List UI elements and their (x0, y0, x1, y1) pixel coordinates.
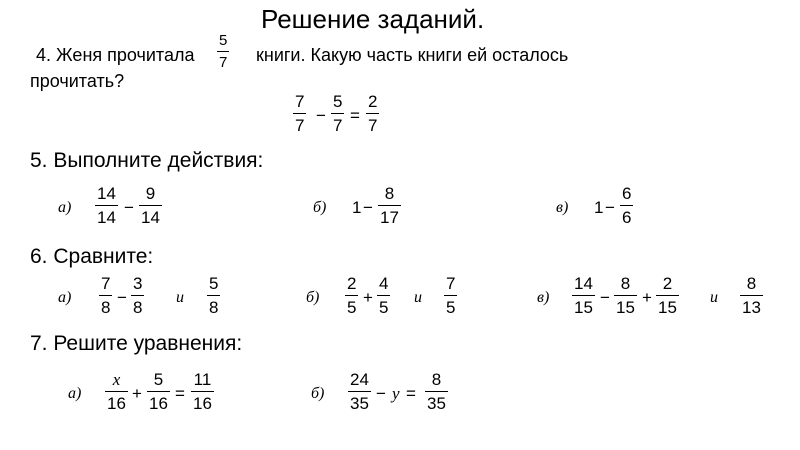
fraction-denominator: 5 (379, 298, 389, 317)
task7-b-variable: y (392, 384, 400, 403)
task6-c-fraction-1 (572, 275, 595, 316)
task6-a-and: и (176, 289, 184, 306)
task6-heading: 6. Сравните: (30, 245, 154, 268)
task6-c-plus: + (642, 288, 652, 307)
fraction-denominator: 7 (368, 116, 378, 135)
fraction-numerator: 14 (97, 184, 116, 203)
task6-b-label: б) (306, 289, 320, 306)
fraction-numerator: 5 (333, 92, 343, 111)
task6-a-fraction-3 (207, 275, 220, 316)
fraction-denominator: 35 (350, 394, 369, 413)
task7-a-fraction-2 (147, 371, 170, 412)
fraction-denominator: 14 (97, 208, 116, 227)
fraction-numerator: 5 (153, 370, 164, 389)
fraction-denominator: 7 (333, 116, 343, 135)
fraction-numerator: 2 (662, 274, 673, 293)
fraction-denominator: 7 (219, 54, 228, 71)
fraction-denominator: 35 (427, 394, 446, 413)
fraction-numerator: 9 (145, 184, 156, 203)
task4-equals: = (350, 106, 360, 125)
fraction-denominator: 5 (446, 298, 456, 317)
task6-c-fraction-2 (614, 275, 637, 316)
task7-heading: 7. Решите уравнения: (30, 332, 243, 355)
fraction-numerator: 4 (379, 274, 389, 293)
task4-inline-fraction (217, 33, 229, 70)
task5-heading: 5. Выполните действия: (30, 149, 264, 172)
task6-c-label: в) (537, 289, 550, 306)
task6-a-fraction-1 (99, 275, 112, 316)
task4-number: 4. (36, 45, 52, 65)
task5-c-minus: − (605, 198, 615, 217)
task5-c-fraction (620, 185, 633, 226)
fraction-denominator: 7 (295, 116, 305, 135)
task4-solution-fraction-3 (366, 93, 379, 134)
fraction-numerator: 5 (219, 32, 228, 49)
task5-a-minus: − (124, 198, 134, 217)
fraction-numerator: 7 (446, 274, 456, 293)
task7-b-equals: = (406, 384, 416, 403)
task4-minus: − (316, 106, 326, 125)
task4-solution-fraction-1 (293, 93, 306, 134)
fraction-denominator: 8 (101, 298, 111, 317)
fraction-numerator: 2 (368, 92, 378, 111)
fraction-denominator: 15 (658, 298, 677, 317)
task7-a-label: а) (68, 385, 82, 402)
fraction-numerator: 14 (574, 274, 593, 293)
task6-b-and: и (414, 289, 422, 306)
fraction-numerator: 7 (101, 274, 111, 293)
task5-b-fraction (378, 185, 401, 226)
fraction-denominator: 17 (380, 208, 399, 227)
task5-a-fraction-1 (95, 185, 118, 226)
task6-b-fraction-3 (444, 275, 457, 316)
task6-c-fraction-3 (656, 275, 679, 316)
fraction-denominator: 16 (193, 394, 212, 413)
task4-line1 (36, 45, 195, 66)
fraction-denominator: 8 (209, 298, 219, 317)
task7-a-fraction-1 (105, 371, 128, 412)
task6-b-fraction-1 (345, 275, 358, 316)
task7-b-minus: − (376, 384, 386, 403)
fraction-numerator: 2 (347, 274, 357, 293)
fraction-numerator: 6 (622, 184, 632, 203)
task7-a-equals: = (175, 384, 185, 403)
task5-c-label: в) (556, 199, 569, 216)
task4-solution-fraction-2 (331, 93, 344, 134)
task4-text-before: Женя прочитала (56, 45, 195, 65)
task6-c-fraction-4 (740, 275, 763, 316)
task6-b-fraction-2 (377, 275, 390, 316)
task7-a-fraction-3 (191, 371, 214, 412)
fraction-numerator: 7 (295, 92, 305, 111)
task5-b-whole: 1 (352, 198, 362, 217)
task5-b-label: б) (313, 199, 327, 216)
fraction-denominator: 16 (149, 394, 168, 413)
fraction-numerator: 5 (209, 274, 219, 293)
task5-b-minus: − (363, 198, 373, 217)
task4-text-after: книги. Какую часть книги ей осталось (256, 45, 569, 65)
fraction-denominator: 15 (616, 298, 635, 317)
fraction-numerator: 24 (350, 370, 369, 389)
fraction-denominator: 14 (141, 208, 160, 227)
task5-a-label: а) (58, 199, 72, 216)
fraction-numerator: 3 (133, 274, 143, 293)
task6-a-fraction-2 (131, 275, 144, 316)
fraction-numerator: 8 (746, 274, 757, 293)
fraction-denominator: 16 (107, 394, 126, 413)
fraction-denominator: 15 (574, 298, 593, 317)
task5-a-fraction-2 (139, 185, 162, 226)
task6-c-and: и (710, 289, 718, 306)
fraction-numerator: 8 (384, 184, 395, 203)
fraction-numerator: x (112, 370, 121, 389)
fraction-denominator: 6 (622, 208, 632, 227)
fraction-numerator: 8 (431, 370, 442, 389)
task7-b-label: б) (311, 385, 325, 402)
task7-b-fraction-2 (425, 371, 448, 412)
fraction-denominator: 8 (133, 298, 143, 317)
task6-b-plus: + (363, 288, 373, 307)
fraction-denominator: 13 (742, 298, 761, 317)
page-title: Решение заданий. (261, 4, 485, 34)
fraction-denominator: 5 (347, 298, 357, 317)
task6-c-minus: − (600, 288, 610, 307)
fraction-numerator: 8 (620, 274, 631, 293)
fraction-numerator: 11 (193, 370, 212, 389)
task6-a-minus: − (117, 288, 127, 307)
task6-a-label: а) (58, 289, 72, 306)
task7-a-plus: + (132, 384, 142, 403)
task5-c-whole: 1 (594, 198, 604, 217)
task4-text-line2: прочитать? (30, 71, 125, 91)
task7-b-fraction-1 (348, 371, 371, 412)
